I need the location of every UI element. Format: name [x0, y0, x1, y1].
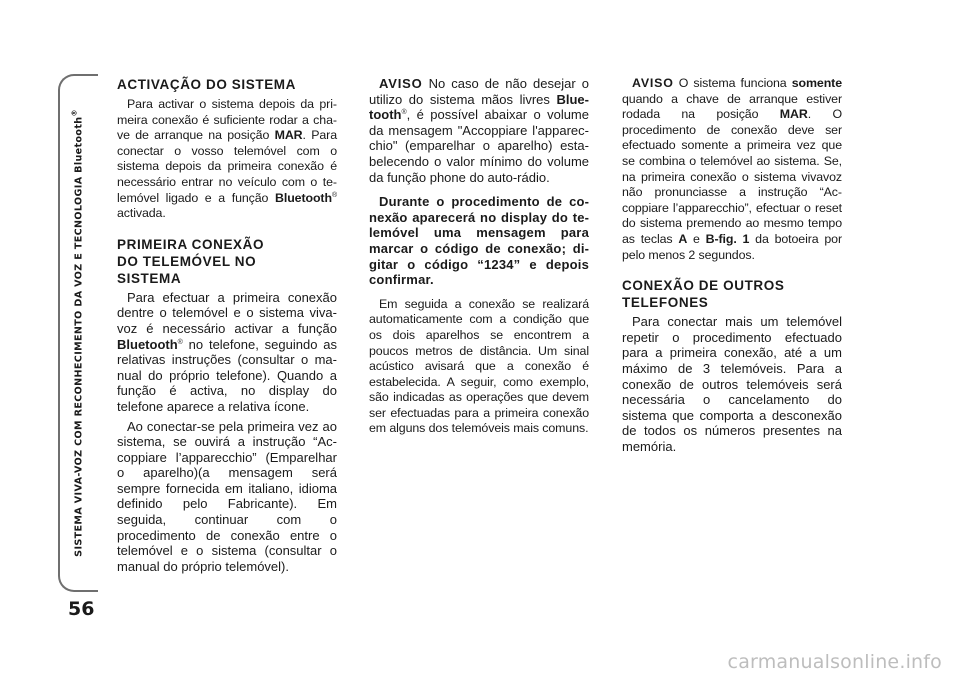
column-3 — [622, 76, 842, 454]
page-number: 56 — [68, 598, 95, 620]
key-position-mar: MAR — [274, 128, 303, 143]
button-a-term: A — [678, 231, 688, 246]
heading-outros-telefones — [622, 277, 842, 311]
registered-mark: ® — [70, 109, 79, 117]
button-b-fig-term: B-fig. 1 — [705, 231, 750, 246]
heading-primeira-conexao — [117, 236, 337, 287]
text: . Para conectar o vosso telemóvel com o sistema depois da primeira conexão é necessário entrar no veículo com o telemóvel ligado e a função — [117, 128, 337, 205]
paragraph-aviso-volume — [369, 76, 589, 185]
paragraph-instrucao: Ao conectar-se pela primeira vez ao sistema, se ouvirá a instrução “Accoppiare l’apparecchio” (Emparelhar o aparelho)(a mensagem será sempre fornecida em italiano, idioma definido pelo Fabricante). Em seguida, continuar com o procedimento de conexão entre o telemóvel e o sistema (consultar o manual do próprio telemóvel). — [117, 418, 337, 574]
text: . O procedimento de conexão deve ser efectuado somente a primeira vez que se combina o telemóvel ao sistema. Se, na primeira conexão o sistema vivavoz não pronunciasse a instrução “Accoppiare l’apparecchio”, efectuar o reset do sistema premendo ao mesmo tempo as teclas — [622, 107, 842, 246]
paragraph-conexao-automatica: Em seguida a conexão se realizará automaticamente com a condição que os dois aparelhos se encontrem a poucos metros de distância. Um sinal acústico avisará que a conexão é estabelecida. A seguir, como exemplo, são indicadas as operações que devem ser efectuadas para a primeira conexão em alguns dos telemóveis mais comuns. — [369, 296, 589, 436]
somente-term: somente — [791, 76, 842, 90]
heading-line: PRIMEIRA CONEXÃO — [117, 236, 265, 252]
text: no telefone, seguindo as relativas instruções (consultar o manual do próprio telefone). Quando a função é activa, no display do telefone aparece a relativa ícone. — [117, 336, 337, 414]
column-2 — [369, 76, 589, 437]
paragraph-outros-telefones: Para conectar mais um telemóvel repetir o procedimento efectuado para a primeira conexão, até a um máximo de 3 telemóveis. Para a conexão de outros telemóveis será necessária o cancelamento do sistema que comporta a desconexão de todos os números presentes na memória. — [622, 314, 842, 454]
heading-activacao: ACTIVAÇÃO DO SISTEMA — [117, 77, 297, 92]
text: da botoeira por pelo menos 2 segundos. — [622, 231, 842, 262]
registered-mark: ® — [177, 338, 183, 346]
heading-line: CONEXÃO DE OUTROS — [622, 278, 785, 294]
paragraph-codigo-conexao: Durante o procedimento de conexão aparecerá no display do telemóvel uma mensagem para marcar o código de conexão; digitar o código “1234” e depois confirmar. — [369, 194, 589, 288]
text: e — [687, 231, 706, 246]
registered-mark: ® — [331, 191, 337, 199]
registered-mark: ® — [401, 109, 407, 117]
heading-line: DO TELEMÓVEL NO — [117, 253, 257, 269]
aviso-label: AVISO — [632, 76, 674, 90]
bluetooth-term: Bluetooth — [369, 91, 589, 123]
heading-line: TELEFONES — [622, 295, 709, 311]
text: , é possível abaixar o volume da mensagem "Accoppiare l'apparecchio" (emparelhar o aparelho) estabelecendo o valor mínimo do volume da função phone do auto-rádio. — [369, 107, 589, 185]
section-side-label-text: SISTEMA VIVA-VOZ COM RECONHECIMENTO DA VOZ E TECNOLOGIA Bluetooth — [73, 116, 85, 557]
column-1 — [117, 76, 337, 574]
text: activada. — [117, 206, 166, 221]
bluetooth-term: Bluetooth — [275, 190, 332, 205]
paragraph-activacao — [117, 97, 337, 222]
heading-line: SISTEMA — [117, 270, 182, 286]
paragraph-aviso-funciona — [622, 76, 842, 263]
text: O sistema funciona — [673, 76, 792, 90]
text: Para activar o sistema depois da primeira conexão é suficiente rodar a chave de arranque na posição — [117, 97, 337, 143]
bluetooth-term: Bluetooth — [117, 336, 178, 352]
text: quando a chave de arranque estiver rodada na posição — [622, 91, 842, 122]
aviso-label: AVISO — [379, 76, 423, 91]
paragraph-primeira-conexao — [117, 290, 337, 415]
key-position-mar: MAR — [779, 107, 808, 122]
section-side-label — [70, 73, 85, 593]
watermark: carmanualsonline.info — [727, 651, 942, 673]
text: Para efectuar a primeira conexão dentre o telemóvel e o sistema vivavoz é necessário activar a função — [117, 289, 337, 336]
text: No caso de não desejar o utilizo do sistema mãos livres — [369, 76, 589, 107]
